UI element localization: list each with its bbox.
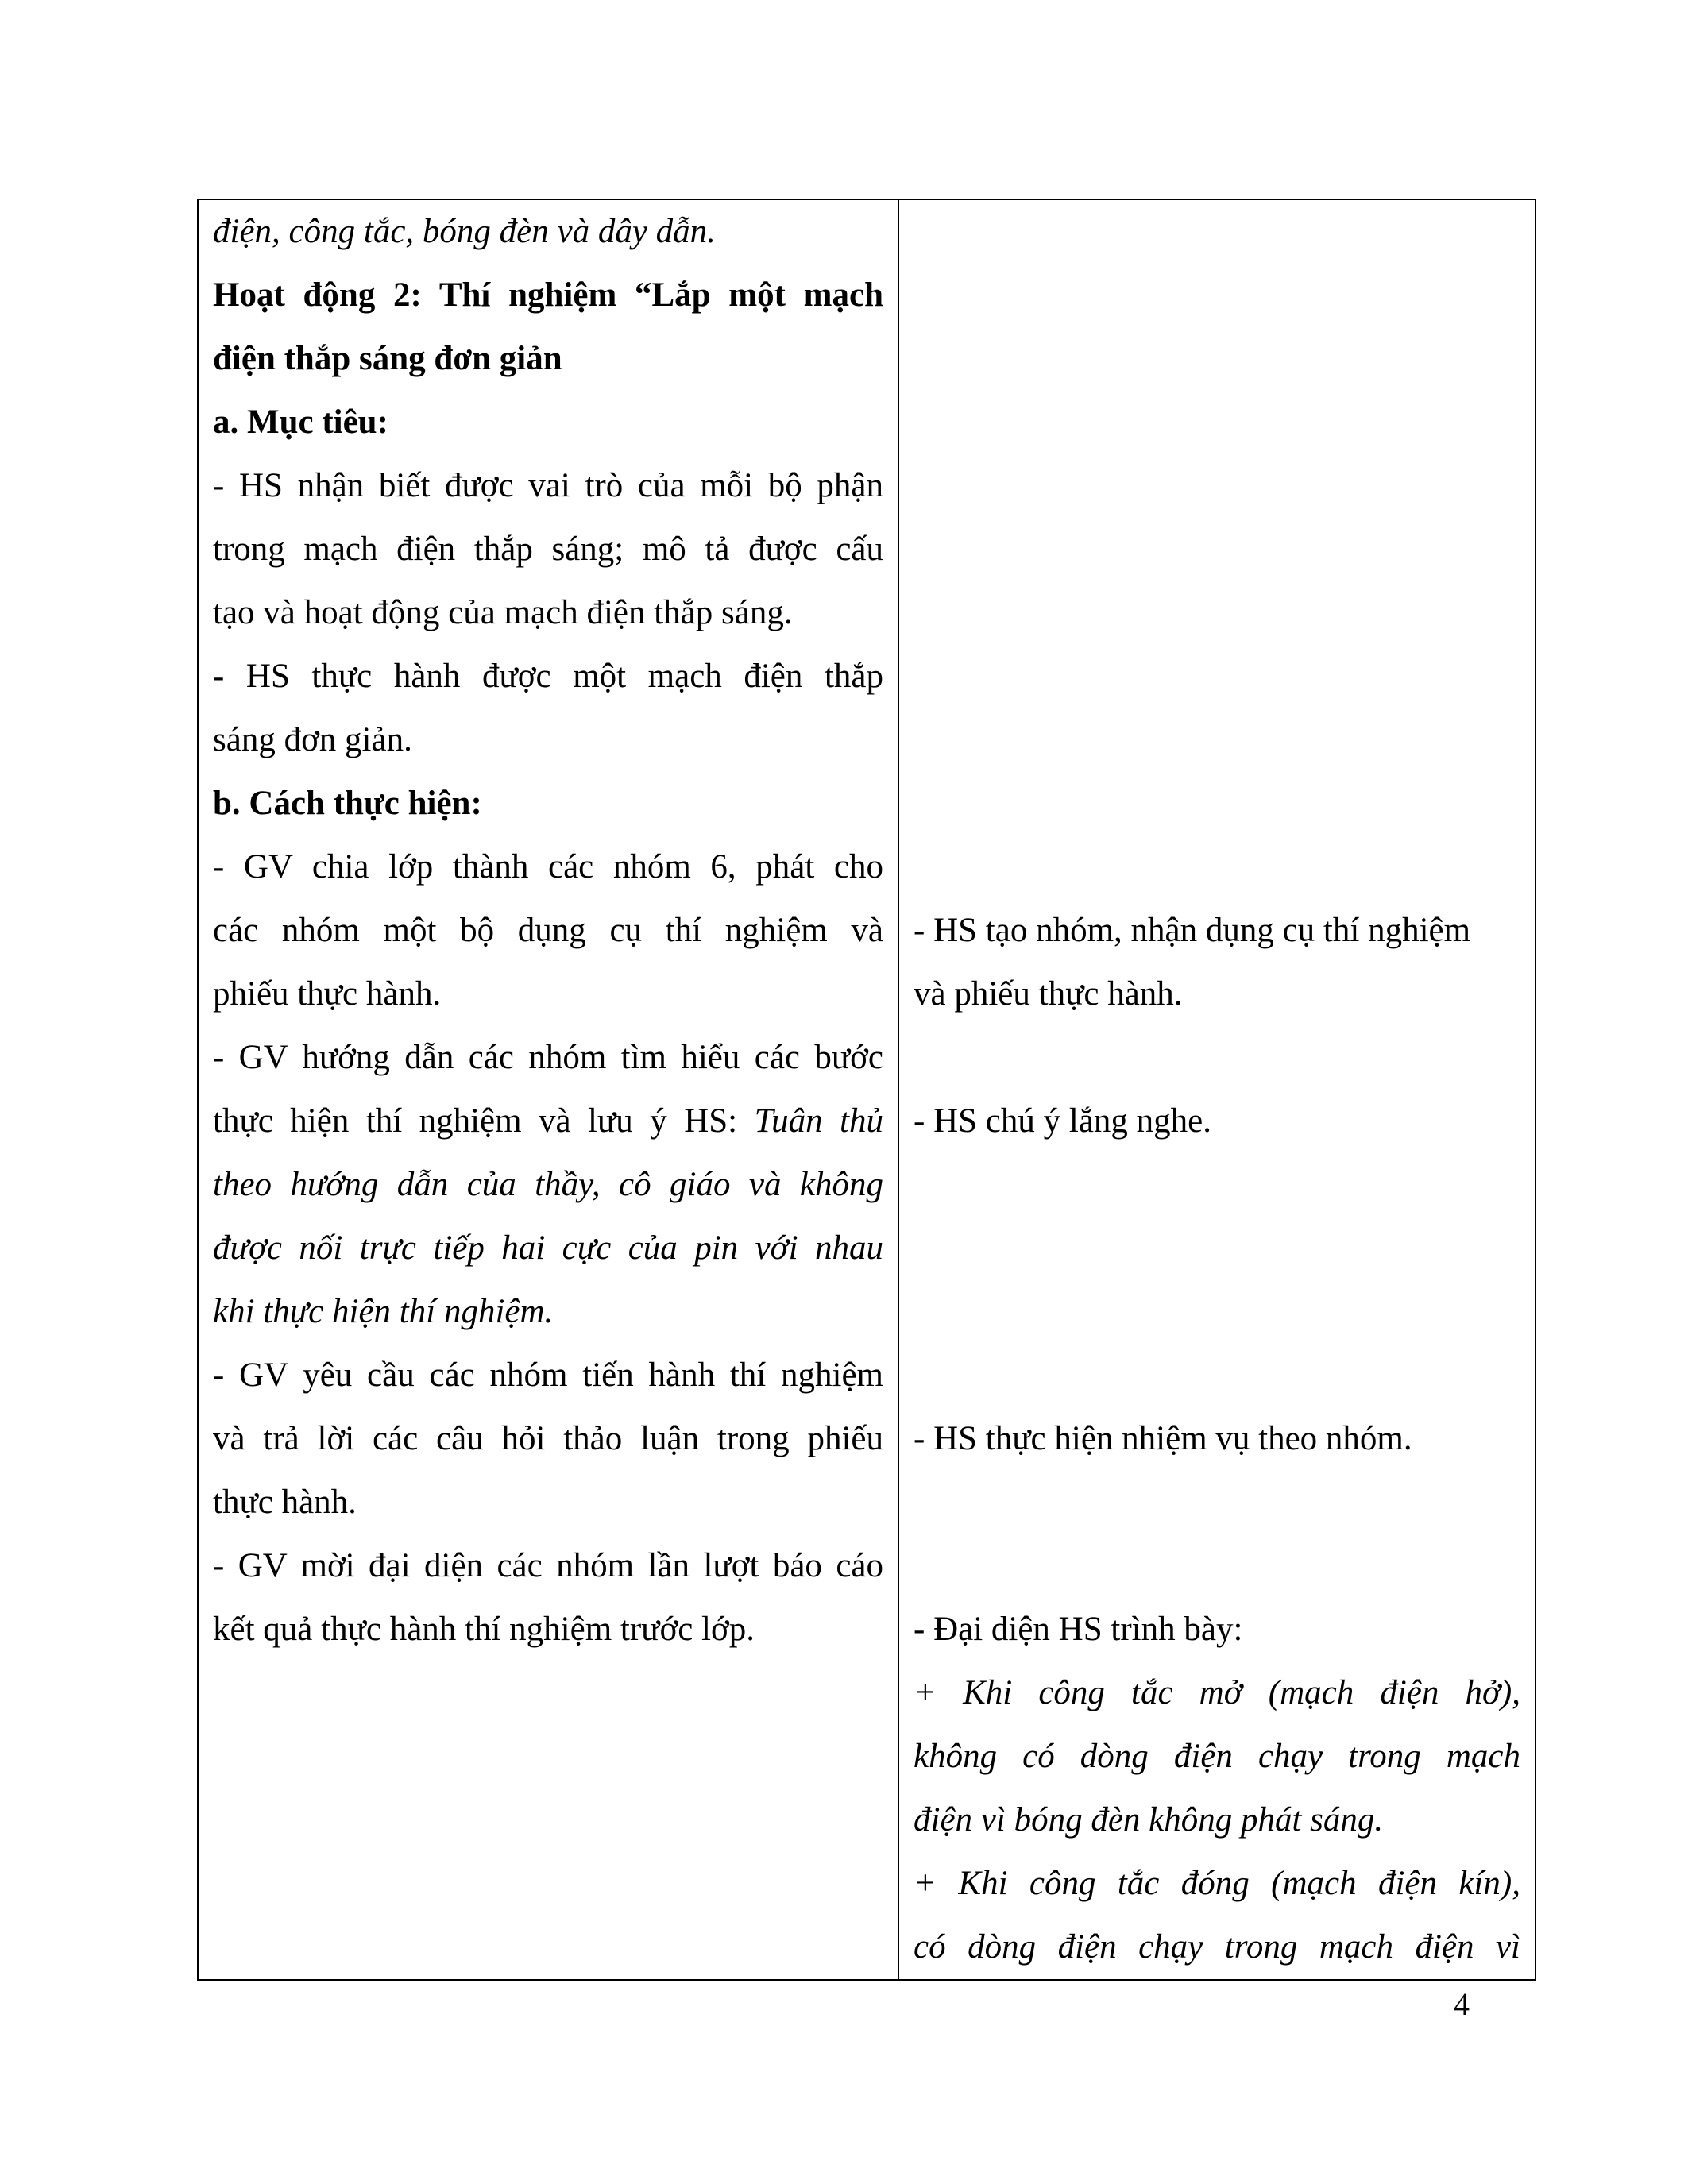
student-activity-cell [898,199,1535,1980]
text-line: được nối trực tiếp hai cực của pin với nhau [213,1229,883,1267]
lesson-table [197,199,1536,1981]
text-line: trong mạch điện thắp sáng; mô tả được cấu [213,531,883,568]
text-line: - GV yêu cầu các nhóm tiến hành thí nghiệm [213,1356,883,1394]
text-line: - HS thực hiện nhiệm vụ theo nhóm. [914,1420,1412,1457]
text-line: và trả lời các câu hỏi thảo luận trong phiếu [213,1420,883,1457]
activity-title-cont: điện thắp sáng đơn giản [213,340,562,377]
text-line: - GV chia lớp thành các nhóm 6, phát cho [213,848,883,886]
spacer [914,581,1520,645]
spacer [914,772,1520,835]
spacer [914,264,1520,327]
text-line: kết quả thực hành thí nghiệm trước lớp. [213,1611,755,1648]
text-line: không có dòng điện chạy trong mạch [914,1738,1520,1775]
activity-title: Hoạt động 2: Thí nghiệm “Lắp một mạch [213,276,883,314]
spacer [914,1280,1520,1344]
text-line: tạo và hoạt động của mạch điện thắp sáng. [213,594,793,631]
text-line: và phiếu thực hành. [914,975,1183,1013]
spacer [914,1534,1520,1598]
spacer [914,835,1520,899]
text-line: điện vì bóng đèn không phát sáng. [914,1801,1384,1839]
text-line: - HS thực hành được một mạch điện thắp [213,658,883,695]
spacer [914,1153,1520,1217]
text-line: khi thực hiện thí nghiệm. [213,1293,554,1330]
spacer [914,1026,1520,1090]
spacer [914,645,1520,708]
spacer [914,454,1520,518]
spacer [914,1217,1520,1280]
text-line: thực hành. [213,1484,357,1521]
text-line: theo hướng dẫn của thầy, cô giáo và không [213,1166,883,1203]
spacer [914,1471,1520,1534]
page-number: 4 [1454,1986,1470,2022]
spacer [914,1344,1520,1407]
text-line: các nhóm một bộ dụng cụ thí nghiệm và [213,912,883,949]
text-line: + Khi công tắc mở (mạch điện hở), [914,1674,1520,1711]
spacer [914,708,1520,772]
method-heading: b. Cách thực hiện: [213,785,482,822]
text-line: điện, công tắc, bóng đèn và dây dẫn. [213,213,716,250]
text-line: có dòng điện chạy trong mạch điện vì [914,1928,1520,1966]
text-line: + Khi công tắc đóng (mạch điện kín), [914,1865,1520,1902]
text-line: thực hiện thí nghiệm và lưu ý HS: Tuân thủ [213,1102,883,1140]
spacer [914,518,1520,581]
teacher-activity-cell [198,199,898,1980]
text-line: - GV hướng dẫn các nhóm tìm hiểu các bước [213,1039,883,1076]
text-line: sáng đơn giản. [213,721,412,758]
text-line: phiếu thực hành. [213,975,442,1013]
text-line: - GV mời đại diện các nhóm lần lượt báo cáo [213,1547,883,1584]
objective-heading: a. Mục tiêu: [213,403,388,441]
text-line: - HS nhận biết được vai trò của mỗi bộ phận [213,467,883,504]
text-line: - HS tạo nhóm, nhận dụng cụ thí nghiệm [914,912,1471,949]
spacer [914,327,1520,391]
text-line: - Đại diện HS trình bày: [914,1611,1243,1648]
spacer [914,391,1520,454]
spacer [914,200,1520,264]
text-line: - HS chú ý lắng nghe. [914,1102,1211,1140]
